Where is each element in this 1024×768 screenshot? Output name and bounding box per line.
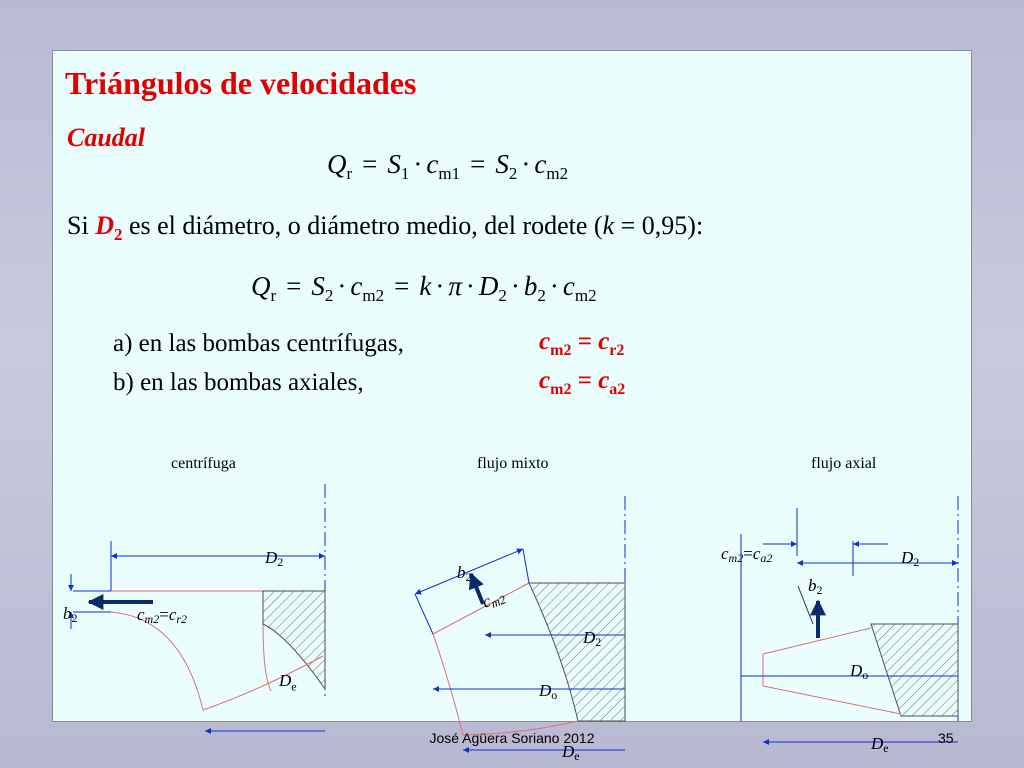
eq2-c-sub: m2 bbox=[362, 286, 385, 305]
label-De-centrifugal: $D_e$ bbox=[279, 671, 297, 694]
label-Do-mixed: Do bbox=[539, 681, 558, 702]
eq2-dot: · bbox=[435, 271, 445, 301]
impeller-profile bbox=[203, 656, 323, 710]
para-D2: $D_2$ bbox=[95, 211, 123, 244]
label-D2-axial: D2 bbox=[901, 548, 920, 569]
label-centrifugal: centrífuga bbox=[171, 455, 236, 472]
eq2-D-sub: 2 bbox=[498, 286, 507, 305]
eq2-k: k bbox=[419, 271, 432, 301]
eq2-Q-sub: r bbox=[270, 286, 277, 305]
slide-title: Triángulos de velocidades bbox=[65, 65, 417, 101]
eq1-dot: · bbox=[521, 149, 531, 179]
eq2-c2-sub: m2 bbox=[574, 286, 597, 305]
label-axial-flow: flujo axial bbox=[811, 455, 877, 472]
page-number: 35 bbox=[938, 730, 954, 746]
label-b2-axial: b2 bbox=[808, 576, 823, 597]
label-cm2-equals-ca2: cm2=ca2 bbox=[721, 544, 773, 565]
para-k-value: = 0,95): bbox=[614, 211, 704, 240]
para-si: Si bbox=[67, 211, 96, 240]
label-b2: b2 bbox=[63, 604, 78, 625]
dim-line bbox=[415, 594, 433, 634]
hub-hatched bbox=[529, 583, 625, 721]
eq2-dot: · bbox=[549, 271, 559, 301]
eq1-S1-sub: 1 bbox=[400, 164, 410, 183]
eq2-equals: = bbox=[286, 271, 302, 301]
equation-flow-rate-expanded bbox=[251, 271, 597, 306]
eq2-D: D bbox=[478, 271, 499, 301]
label-cm2-equals-cr2: cm2=cr2 bbox=[137, 605, 188, 626]
eq2-b-sub: 2 bbox=[537, 286, 546, 305]
axial-impeller bbox=[741, 496, 958, 742]
eq2-dot: · bbox=[337, 271, 347, 301]
equation-flow-rate bbox=[327, 149, 568, 184]
eq1-Q-sub: r bbox=[346, 164, 353, 183]
relation-centrifugal: $c_{m2} = c_{r2}$ bbox=[539, 328, 625, 359]
para-text: es el diámetro, o diámetro medio, del rodete ( bbox=[122, 211, 603, 240]
label-b2-mixed: b2 bbox=[457, 563, 472, 584]
list-item-axial: b) en las bombas axiales, bbox=[113, 369, 364, 396]
eq2-pi: π bbox=[448, 271, 462, 301]
eq1-S2-sub: 2 bbox=[508, 164, 518, 183]
label-Do-axial: Do bbox=[850, 661, 869, 682]
eq2-dot: · bbox=[510, 271, 520, 301]
paragraph-diameter bbox=[67, 211, 703, 245]
slide-subtitle: Caudal bbox=[67, 123, 146, 152]
eq1-dot: · bbox=[413, 149, 423, 179]
label-cm2-mixed: cm2 bbox=[479, 591, 508, 612]
eq1-S1: S bbox=[387, 149, 401, 179]
hub-hatched bbox=[871, 624, 958, 716]
footer-author: José Agüera Soriano 2012 bbox=[429, 730, 595, 746]
eq2-b: b bbox=[523, 271, 538, 301]
eq2-equals: = bbox=[394, 271, 410, 301]
eq1-equals: = bbox=[362, 149, 378, 179]
eq2-Q: Q bbox=[251, 271, 271, 301]
eq1-S2: S bbox=[495, 149, 509, 179]
label-De-mixed: De bbox=[562, 742, 580, 763]
eq2-c2: c bbox=[562, 271, 575, 301]
eq2-dot: · bbox=[465, 271, 475, 301]
para-k: k bbox=[602, 211, 615, 240]
eq1-c2-sub: m2 bbox=[546, 164, 569, 183]
eq2-c: c bbox=[350, 271, 363, 301]
eq2-S-sub: 2 bbox=[324, 286, 334, 305]
list-item-centrifugal: a) en las bombas centrífugas, bbox=[113, 330, 404, 357]
label-De-axial: De bbox=[871, 734, 889, 755]
label-mixed-flow: flujo mixto bbox=[477, 455, 549, 472]
relation-axial: $c_{m2} = c_{a2}$ bbox=[539, 367, 626, 398]
eq1-c2: c bbox=[534, 149, 547, 179]
label-D2: D2 bbox=[265, 548, 284, 569]
eq2-S: S bbox=[311, 271, 325, 301]
eq1-c1: c bbox=[426, 149, 439, 179]
mixed-flow-impeller bbox=[415, 496, 625, 750]
label-D2-mixed: D2 bbox=[583, 628, 602, 649]
eq1-c1-sub: m1 bbox=[438, 164, 461, 183]
eq1-equals: = bbox=[470, 149, 486, 179]
eq1-Q: Q bbox=[327, 149, 347, 179]
dim-line bbox=[523, 549, 529, 583]
